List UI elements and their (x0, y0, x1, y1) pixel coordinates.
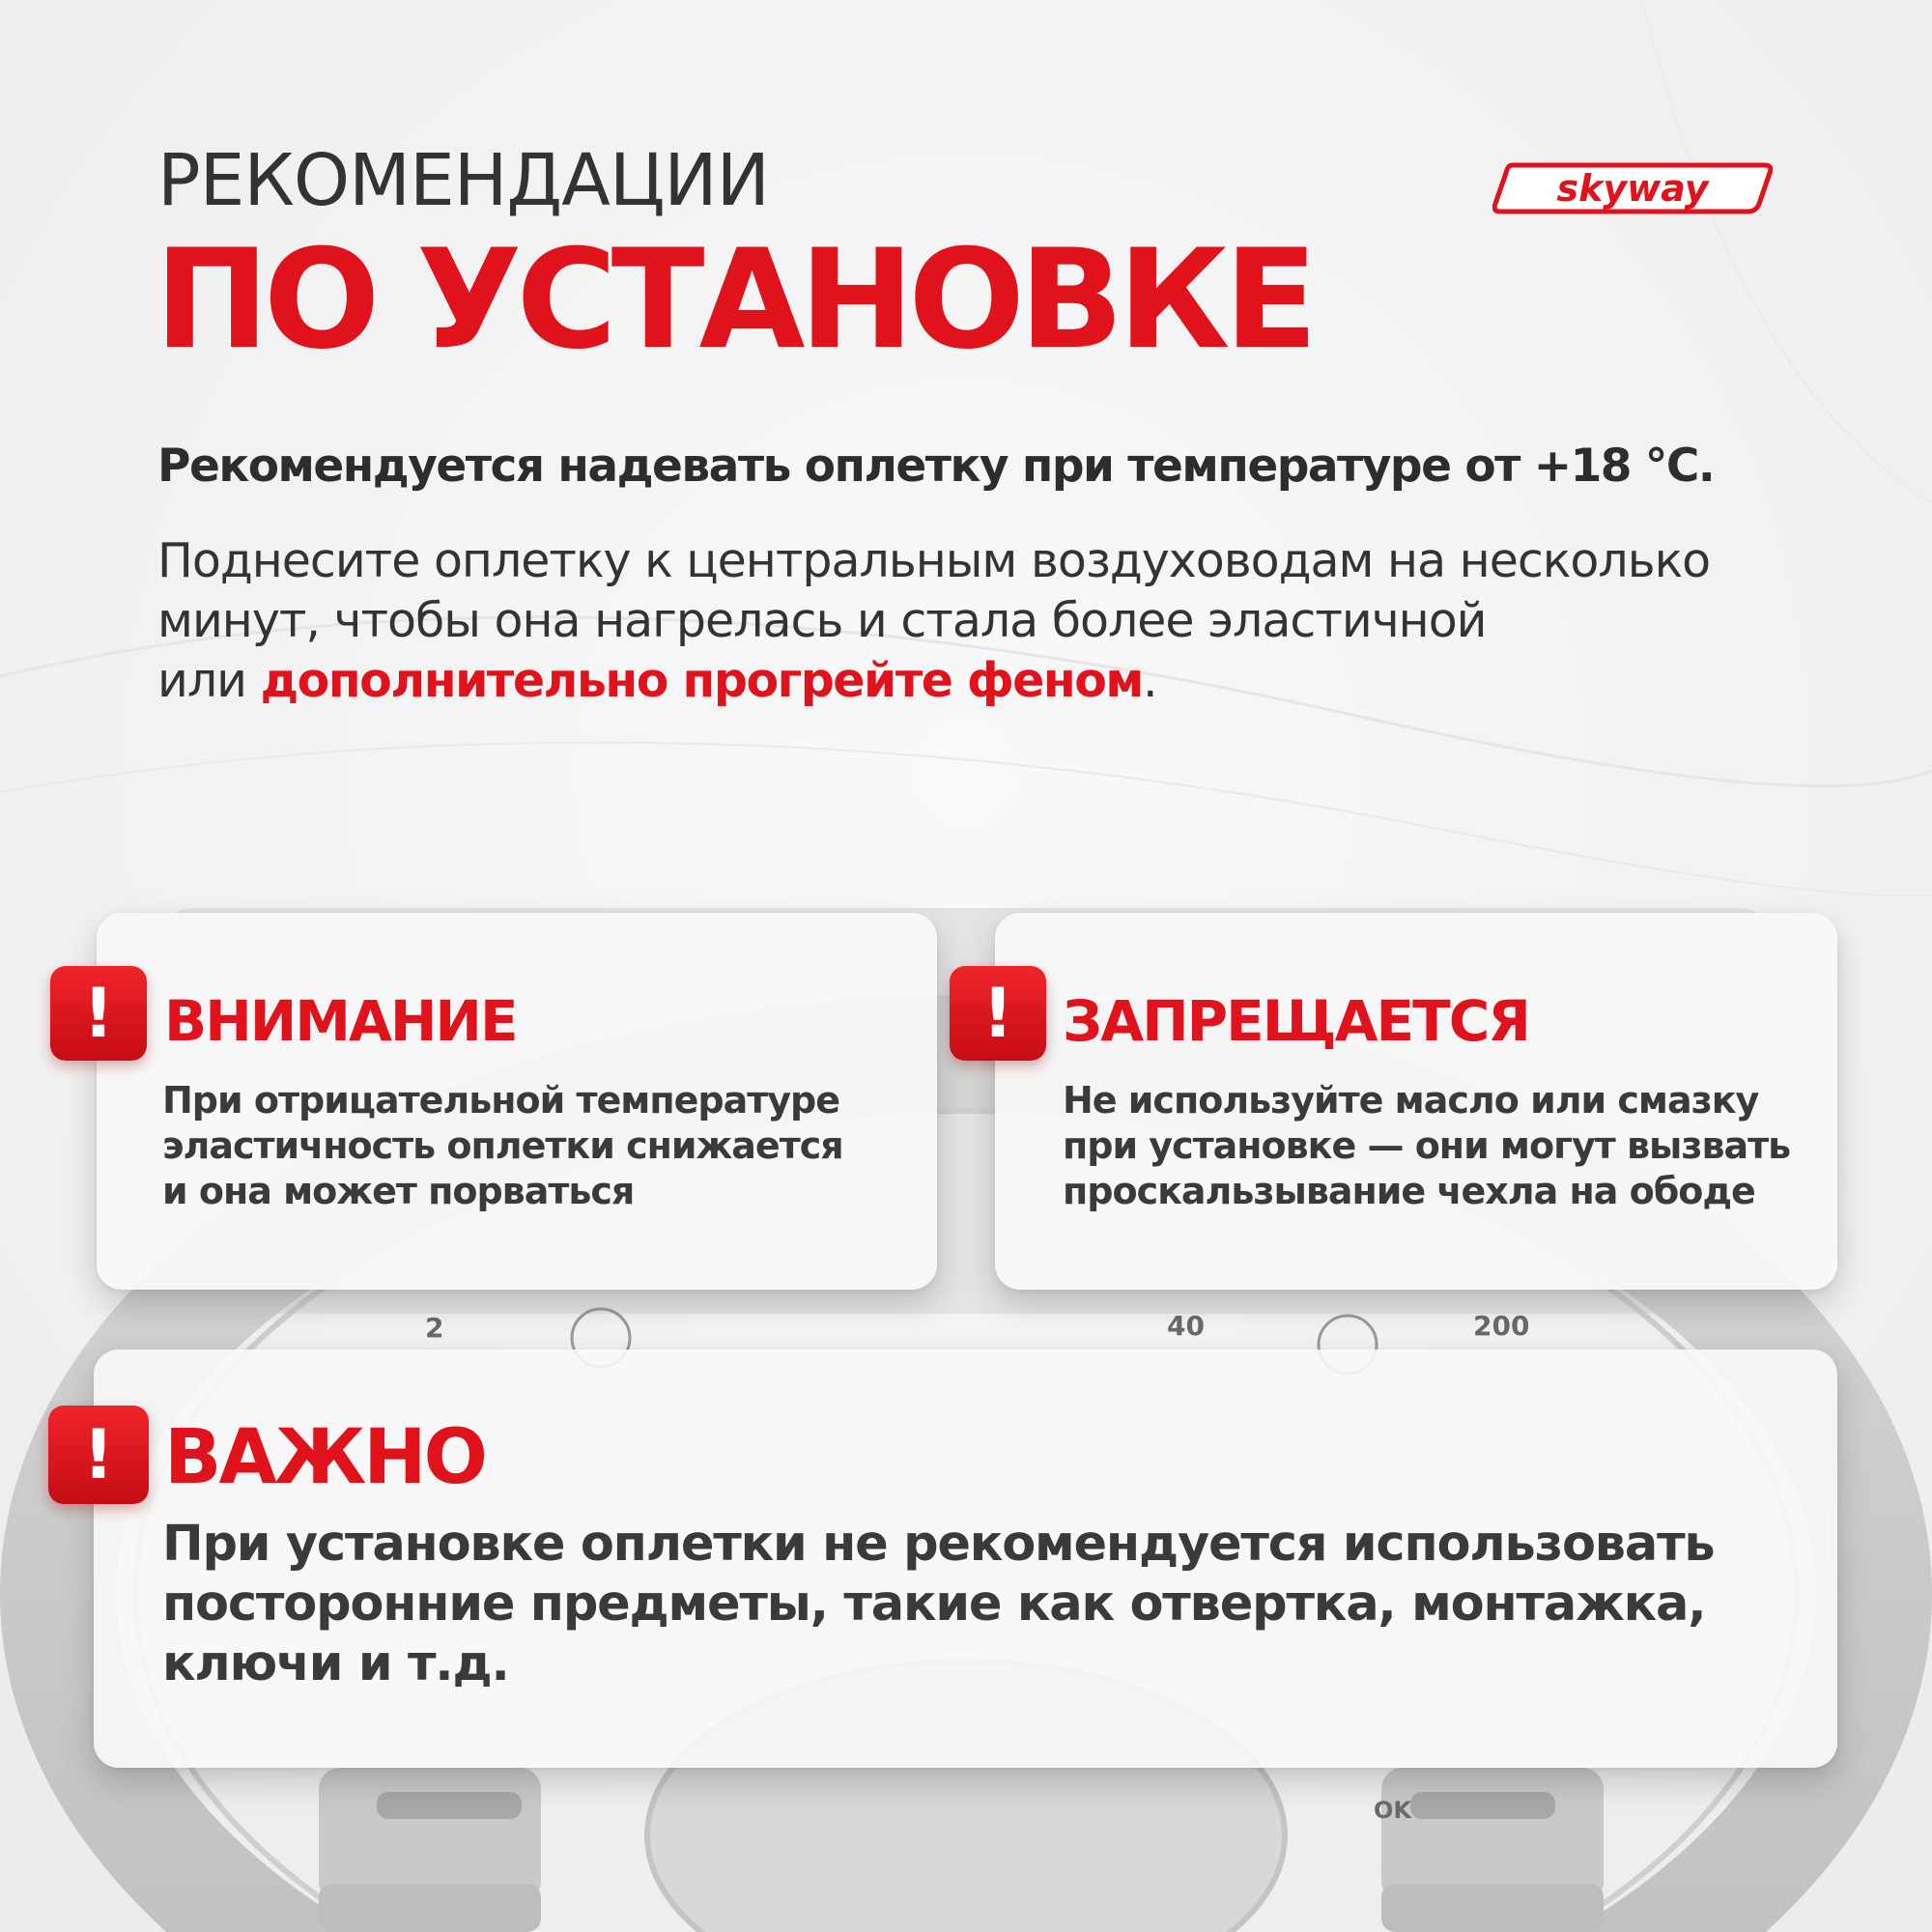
exclamation-icon: ! (950, 966, 1046, 1061)
gauge-label-40: 40 (1167, 1310, 1205, 1342)
intro-paragraph (157, 531, 1800, 711)
forbidden-line-1: Не используйте масло или смазку (1063, 1079, 1759, 1122)
important-title: ВАЖНО (164, 1414, 485, 1501)
attention-text (162, 1078, 843, 1214)
gauge-label-2: 2 (425, 1312, 444, 1344)
gauge-label-200: 200 (1473, 1310, 1530, 1342)
important-text (162, 1515, 1715, 1694)
intro-highlight: дополнительно прогрейте феном (260, 653, 1143, 708)
forbidden-text (1063, 1078, 1790, 1214)
intro-line-3 (157, 651, 1800, 711)
forbidden-title: ЗАПРЕЩАЕТСЯ (1063, 988, 1529, 1054)
forbidden-line-2: при установке — они могут вызвать (1063, 1124, 1791, 1167)
forbidden-line-3: проскальзывание чехла на ободе (1063, 1170, 1755, 1212)
important-line-1: При установке оплетки не рекомендуется использовать (162, 1516, 1715, 1573)
intro-line-3-suffix: . (1142, 653, 1157, 708)
page-title-line-2: ПО УСТАНОВКЕ (155, 220, 1313, 380)
page-title-line-1: РЕКОМЕНДАЦИИ (157, 139, 770, 222)
logo-text: skyway (1556, 167, 1709, 210)
intro-line-2: минут, чтобы она нагрелась и стала более эластичной (157, 593, 1487, 648)
attention-title: ВНИМАНИЕ (164, 988, 517, 1054)
exclamation-icon: ! (50, 966, 147, 1061)
skyway-logo (1492, 159, 1773, 217)
attention-line-2: эластичность оплетки снижается (162, 1124, 843, 1167)
intro-line-3-prefix: или (157, 653, 247, 708)
intro-line-1: Поднесите оплетку к центральным воздуховодам на несколько (157, 533, 1711, 588)
attention-line-3: и она может порваться (162, 1170, 635, 1212)
exclamation-icon: ! (48, 1406, 149, 1504)
important-line-3: ключи и т.д. (162, 1635, 509, 1692)
wheel-ok-button-label: OK (1374, 1797, 1411, 1824)
attention-line-1: При отрицательной температуре (162, 1079, 839, 1122)
intro-lead: Рекомендуется надевать оплетку при температуре от +18 °C. (157, 440, 1715, 493)
important-line-2: посторонние предметы, такие как отвертка, монтажка, (162, 1576, 1706, 1633)
